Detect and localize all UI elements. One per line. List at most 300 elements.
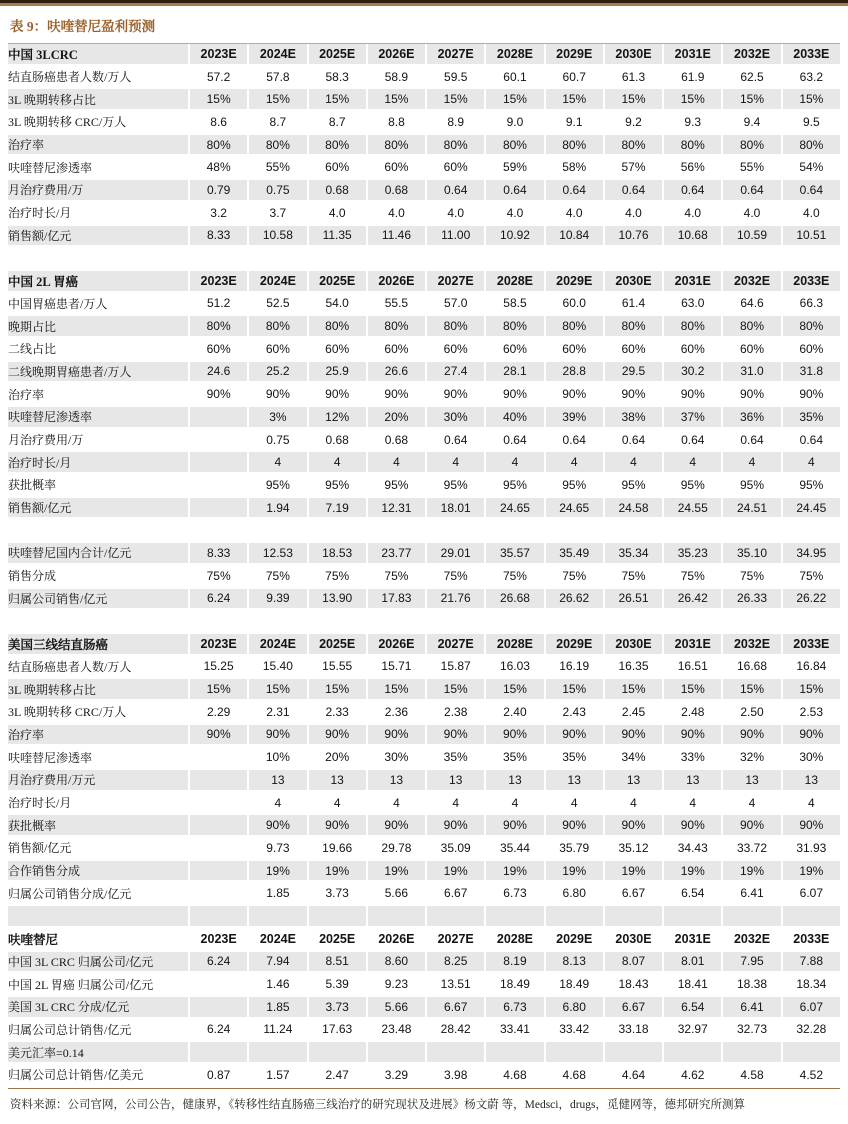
cell-value: 2.36 bbox=[366, 702, 425, 725]
cell-value: 8.7 bbox=[307, 112, 366, 135]
cell-value: 90% bbox=[307, 815, 366, 838]
cell-value: 0.64 bbox=[603, 180, 662, 203]
row-label: 结直肠癌患者人数/万人 bbox=[8, 657, 188, 680]
row-label: 二线晚期胃癌患者/万人 bbox=[8, 362, 188, 385]
cell-value: 5.66 bbox=[366, 883, 425, 906]
table-row bbox=[8, 997, 840, 1020]
cell-value: 90% bbox=[721, 384, 780, 407]
cell-value: 8.6 bbox=[188, 112, 247, 135]
row-label: 3L 晚期转移 CRC/万人 bbox=[8, 112, 188, 135]
cell-value: 13.90 bbox=[307, 589, 366, 612]
cell-value: 10.92 bbox=[484, 226, 543, 249]
year-column-header: 2024E bbox=[247, 634, 306, 657]
cell-value: 4 bbox=[247, 793, 306, 816]
cell-value: 4 bbox=[366, 452, 425, 475]
cell-value: 18.53 bbox=[307, 543, 366, 566]
cell-value bbox=[188, 1042, 247, 1065]
table-row bbox=[8, 339, 840, 362]
spacer-cell bbox=[544, 906, 603, 929]
cell-value: 20% bbox=[307, 747, 366, 770]
cell-value: 80% bbox=[307, 316, 366, 339]
cell-value: 4.58 bbox=[721, 1065, 780, 1088]
spacer-cell bbox=[8, 906, 188, 929]
cell-value: 16.84 bbox=[781, 657, 840, 680]
cell-value: 51.2 bbox=[188, 294, 247, 317]
cell-value: 90% bbox=[603, 725, 662, 748]
cell-value: 90% bbox=[603, 384, 662, 407]
cell-value: 55% bbox=[721, 157, 780, 180]
spacer-cell bbox=[781, 906, 840, 929]
cell-value: 19% bbox=[425, 861, 484, 884]
cell-value: 80% bbox=[366, 135, 425, 158]
cell-value: 35.09 bbox=[425, 838, 484, 861]
cell-value: 2.33 bbox=[307, 702, 366, 725]
cell-value: 9.3 bbox=[662, 112, 721, 135]
table-row bbox=[8, 430, 840, 453]
table-row bbox=[8, 793, 840, 816]
cell-value: 4 bbox=[603, 793, 662, 816]
year-column-header: 2027E bbox=[425, 634, 484, 657]
row-label: 呋喹替尼渗透率 bbox=[8, 157, 188, 180]
cell-value: 25.2 bbox=[247, 362, 306, 385]
row-label: 治疗时长/月 bbox=[8, 452, 188, 475]
cell-value bbox=[247, 1042, 306, 1065]
cell-value: 19% bbox=[721, 861, 780, 884]
cell-value: 6.24 bbox=[188, 589, 247, 612]
cell-value: 52.5 bbox=[247, 294, 306, 317]
cell-value: 13 bbox=[781, 770, 840, 793]
year-column-header: 2025E bbox=[307, 271, 366, 294]
table-row bbox=[8, 861, 840, 884]
cell-value: 4.0 bbox=[544, 203, 603, 226]
cell-value: 4.64 bbox=[603, 1065, 662, 1088]
cell-value: 6.80 bbox=[544, 883, 603, 906]
forecast-table-body bbox=[8, 44, 840, 1088]
cell-value: 90% bbox=[425, 815, 484, 838]
cell-value: 15% bbox=[484, 679, 543, 702]
cell-value bbox=[188, 475, 247, 498]
row-label: 获批概率 bbox=[8, 815, 188, 838]
spacer-row bbox=[8, 906, 840, 929]
cell-value: 35.12 bbox=[603, 838, 662, 861]
year-column-header: 2032E bbox=[721, 634, 780, 657]
cell-value: 90% bbox=[425, 384, 484, 407]
section-header-row bbox=[8, 271, 840, 294]
cell-value: 4 bbox=[544, 793, 603, 816]
year-column-header: 2029E bbox=[544, 929, 603, 952]
cell-value: 2.45 bbox=[603, 702, 662, 725]
table-row bbox=[8, 475, 840, 498]
spacer-cell bbox=[8, 248, 188, 271]
cell-value: 54% bbox=[781, 157, 840, 180]
year-column-header: 2030E bbox=[603, 271, 662, 294]
cell-value: 24.58 bbox=[603, 498, 662, 521]
cell-value: 15% bbox=[781, 89, 840, 112]
cell-value: 4 bbox=[544, 452, 603, 475]
spacer-cell bbox=[247, 906, 306, 929]
cell-value: 35.34 bbox=[603, 543, 662, 566]
year-column-header: 2030E bbox=[603, 634, 662, 657]
cell-value: 56% bbox=[662, 157, 721, 180]
table-row bbox=[8, 952, 840, 975]
cell-value: 19% bbox=[366, 861, 425, 884]
cell-value: 60% bbox=[366, 157, 425, 180]
table-row bbox=[8, 589, 840, 612]
row-label: 二线占比 bbox=[8, 339, 188, 362]
cell-value: 9.0 bbox=[484, 112, 543, 135]
cell-value: 15% bbox=[781, 679, 840, 702]
cell-value: 6.67 bbox=[425, 997, 484, 1020]
spacer-cell bbox=[307, 248, 366, 271]
cell-value: 18.34 bbox=[781, 974, 840, 997]
cell-value: 13 bbox=[721, 770, 780, 793]
cell-value: 10.51 bbox=[781, 226, 840, 249]
cell-value: 15% bbox=[544, 679, 603, 702]
year-column-header: 2026E bbox=[366, 44, 425, 67]
profit-forecast-table bbox=[8, 44, 840, 1088]
row-label: 月治疗费用/万 bbox=[8, 430, 188, 453]
cell-value: 0.64 bbox=[781, 180, 840, 203]
row-label: 美国 3L CRC 分成/亿元 bbox=[8, 997, 188, 1020]
cell-value: 24.6 bbox=[188, 362, 247, 385]
cell-value: 4.0 bbox=[484, 203, 543, 226]
cell-value: 0.64 bbox=[544, 430, 603, 453]
cell-value: 32.97 bbox=[662, 1020, 721, 1043]
cell-value: 37% bbox=[662, 407, 721, 430]
cell-value: 33.42 bbox=[544, 1020, 603, 1043]
year-column-header: 2027E bbox=[425, 929, 484, 952]
cell-value: 95% bbox=[247, 475, 306, 498]
table-row bbox=[8, 747, 840, 770]
cell-value: 23.77 bbox=[366, 543, 425, 566]
cell-value: 15% bbox=[662, 679, 721, 702]
table-row bbox=[8, 1020, 840, 1043]
row-label: 月治疗费用/万元 bbox=[8, 770, 188, 793]
spacer-cell bbox=[721, 248, 780, 271]
cell-value: 60.0 bbox=[544, 294, 603, 317]
cell-value: 19.66 bbox=[307, 838, 366, 861]
cell-value: 80% bbox=[781, 316, 840, 339]
cell-value: 90% bbox=[662, 384, 721, 407]
spacer-cell bbox=[307, 520, 366, 543]
cell-value: 15% bbox=[484, 89, 543, 112]
cell-value: 61.9 bbox=[662, 67, 721, 90]
cell-value: 75% bbox=[425, 566, 484, 589]
cell-value: 15% bbox=[366, 89, 425, 112]
cell-value bbox=[425, 1042, 484, 1065]
cell-value: 15.40 bbox=[247, 657, 306, 680]
year-column-header: 2024E bbox=[247, 271, 306, 294]
cell-value: 58.3 bbox=[307, 67, 366, 90]
cell-value: 4 bbox=[603, 452, 662, 475]
cell-value: 35.10 bbox=[721, 543, 780, 566]
cell-value: 4 bbox=[366, 793, 425, 816]
cell-value: 15% bbox=[188, 89, 247, 112]
row-label: 销售额/亿元 bbox=[8, 226, 188, 249]
section-header-row bbox=[8, 44, 840, 67]
cell-value: 4 bbox=[247, 452, 306, 475]
cell-value: 0.68 bbox=[307, 180, 366, 203]
row-label: 3L 晚期转移占比 bbox=[8, 89, 188, 112]
year-column-header: 2028E bbox=[484, 44, 543, 67]
spacer-cell bbox=[188, 906, 247, 929]
cell-value: 28.1 bbox=[484, 362, 543, 385]
cell-value: 0.64 bbox=[662, 430, 721, 453]
cell-value bbox=[188, 407, 247, 430]
cell-value: 13.51 bbox=[425, 974, 484, 997]
table-row bbox=[8, 384, 840, 407]
cell-value: 80% bbox=[425, 135, 484, 158]
cell-value: 80% bbox=[484, 135, 543, 158]
cell-value: 26.42 bbox=[662, 589, 721, 612]
cell-value: 32% bbox=[721, 747, 780, 770]
cell-value: 90% bbox=[307, 725, 366, 748]
table-row bbox=[8, 883, 840, 906]
cell-value: 33.18 bbox=[603, 1020, 662, 1043]
spacer-cell bbox=[366, 611, 425, 634]
row-label: 销售额/亿元 bbox=[8, 498, 188, 521]
cell-value: 29.01 bbox=[425, 543, 484, 566]
cell-value: 6.73 bbox=[484, 997, 543, 1020]
spacer-cell bbox=[781, 520, 840, 543]
cell-value: 90% bbox=[247, 725, 306, 748]
cell-value: 19% bbox=[307, 861, 366, 884]
cell-value: 75% bbox=[662, 566, 721, 589]
cell-value: 75% bbox=[366, 566, 425, 589]
spacer-cell bbox=[662, 520, 721, 543]
cell-value: 15% bbox=[425, 679, 484, 702]
cell-value bbox=[188, 747, 247, 770]
cell-value: 54.0 bbox=[307, 294, 366, 317]
cell-value: 75% bbox=[544, 566, 603, 589]
cell-value: 15% bbox=[366, 679, 425, 702]
cell-value: 90% bbox=[188, 384, 247, 407]
cell-value: 4.0 bbox=[662, 203, 721, 226]
year-column-header: 2031E bbox=[662, 929, 721, 952]
row-label: 归属公司总计销售/亿美元 bbox=[8, 1065, 188, 1088]
cell-value bbox=[781, 1042, 840, 1065]
cell-value: 75% bbox=[484, 566, 543, 589]
cell-value: 30% bbox=[425, 407, 484, 430]
cell-value: 59% bbox=[484, 157, 543, 180]
spacer-cell bbox=[484, 906, 543, 929]
year-column-header: 2030E bbox=[603, 929, 662, 952]
cell-value: 36% bbox=[721, 407, 780, 430]
spacer-cell bbox=[544, 248, 603, 271]
cell-value: 6.67 bbox=[603, 883, 662, 906]
cell-value: 90% bbox=[721, 815, 780, 838]
cell-value: 7.88 bbox=[781, 952, 840, 975]
table-title: 表 9：呋喹替尼盈利预测 bbox=[10, 19, 156, 34]
cell-value: 34.43 bbox=[662, 838, 721, 861]
cell-value: 9.4 bbox=[721, 112, 780, 135]
cell-value: 80% bbox=[247, 135, 306, 158]
year-column-header: 2033E bbox=[781, 929, 840, 952]
cell-value: 38% bbox=[603, 407, 662, 430]
cell-value: 18.41 bbox=[662, 974, 721, 997]
section-title: 呋喹替尼 bbox=[8, 929, 188, 952]
table-row bbox=[8, 452, 840, 475]
cell-value: 60% bbox=[425, 157, 484, 180]
cell-value: 9.5 bbox=[781, 112, 840, 135]
cell-value bbox=[188, 883, 247, 906]
cell-value: 26.22 bbox=[781, 589, 840, 612]
year-column-header: 2033E bbox=[781, 271, 840, 294]
cell-value: 80% bbox=[544, 316, 603, 339]
table-row bbox=[8, 498, 840, 521]
cell-value: 95% bbox=[544, 475, 603, 498]
table-row bbox=[8, 543, 840, 566]
cell-value: 75% bbox=[721, 566, 780, 589]
spacer-cell bbox=[662, 248, 721, 271]
spacer-cell bbox=[721, 906, 780, 929]
year-column-header: 2028E bbox=[484, 929, 543, 952]
cell-value: 0.75 bbox=[247, 430, 306, 453]
cell-value: 26.33 bbox=[721, 589, 780, 612]
cell-value: 6.24 bbox=[188, 1020, 247, 1043]
cell-value: 60% bbox=[781, 339, 840, 362]
cell-value: 33.72 bbox=[721, 838, 780, 861]
cell-value: 90% bbox=[662, 815, 721, 838]
cell-value: 35.44 bbox=[484, 838, 543, 861]
cell-value: 80% bbox=[721, 135, 780, 158]
cell-value: 11.00 bbox=[425, 226, 484, 249]
row-label: 治疗时长/月 bbox=[8, 203, 188, 226]
cell-value: 0.64 bbox=[544, 180, 603, 203]
cell-value: 64.6 bbox=[721, 294, 780, 317]
cell-value: 2.53 bbox=[781, 702, 840, 725]
row-label: 呋喹替尼渗透率 bbox=[8, 407, 188, 430]
cell-value: 12.31 bbox=[366, 498, 425, 521]
table-row bbox=[8, 702, 840, 725]
cell-value: 13 bbox=[425, 770, 484, 793]
spacer-row bbox=[8, 611, 840, 634]
cell-value: 95% bbox=[781, 475, 840, 498]
table-row bbox=[8, 135, 840, 158]
cell-value: 9.1 bbox=[544, 112, 603, 135]
cell-value: 26.68 bbox=[484, 589, 543, 612]
cell-value: 17.63 bbox=[307, 1020, 366, 1043]
cell-value bbox=[188, 498, 247, 521]
cell-value bbox=[188, 430, 247, 453]
cell-value: 75% bbox=[781, 566, 840, 589]
cell-value: 6.54 bbox=[662, 883, 721, 906]
cell-value bbox=[603, 1042, 662, 1065]
cell-value: 7.95 bbox=[721, 952, 780, 975]
section-title: 中国 3LCRC bbox=[8, 44, 188, 67]
row-label: 归属公司销售分成/亿元 bbox=[8, 883, 188, 906]
cell-value: 3.2 bbox=[188, 203, 247, 226]
cell-value: 0.64 bbox=[721, 180, 780, 203]
cell-value: 80% bbox=[544, 135, 603, 158]
cell-value: 90% bbox=[484, 815, 543, 838]
cell-value: 95% bbox=[603, 475, 662, 498]
cell-value: 0.64 bbox=[603, 430, 662, 453]
year-column-header: 2024E bbox=[247, 929, 306, 952]
cell-value: 0.68 bbox=[366, 180, 425, 203]
cell-value: 8.33 bbox=[188, 226, 247, 249]
cell-value: 19% bbox=[603, 861, 662, 884]
cell-value: 4 bbox=[781, 793, 840, 816]
year-column-header: 2025E bbox=[307, 929, 366, 952]
cell-value: 8.19 bbox=[484, 952, 543, 975]
table-row bbox=[8, 657, 840, 680]
year-column-header: 2032E bbox=[721, 271, 780, 294]
cell-value: 6.07 bbox=[781, 997, 840, 1020]
spacer-cell bbox=[247, 611, 306, 634]
cell-value bbox=[188, 838, 247, 861]
cell-value: 4.0 bbox=[425, 203, 484, 226]
year-column-header: 2027E bbox=[425, 44, 484, 67]
cell-value: 9.23 bbox=[366, 974, 425, 997]
cell-value bbox=[188, 770, 247, 793]
cell-value: 6.54 bbox=[662, 997, 721, 1020]
cell-value: 80% bbox=[781, 135, 840, 158]
row-label: 归属公司销售/亿元 bbox=[8, 589, 188, 612]
spacer-cell bbox=[8, 520, 188, 543]
year-column-header: 2029E bbox=[544, 44, 603, 67]
year-column-header: 2028E bbox=[484, 271, 543, 294]
cell-value: 6.07 bbox=[781, 883, 840, 906]
spacer-cell bbox=[603, 248, 662, 271]
row-label: 晚期占比 bbox=[8, 316, 188, 339]
year-column-header: 2032E bbox=[721, 44, 780, 67]
cell-value: 8.60 bbox=[366, 952, 425, 975]
table-row bbox=[8, 770, 840, 793]
year-column-header: 2025E bbox=[307, 634, 366, 657]
table-row bbox=[8, 815, 840, 838]
cell-value: 24.51 bbox=[721, 498, 780, 521]
table-row bbox=[8, 112, 840, 135]
cell-value: 60% bbox=[247, 339, 306, 362]
row-label: 3L 晚期转移 CRC/万人 bbox=[8, 702, 188, 725]
cell-value: 33% bbox=[662, 747, 721, 770]
cell-value: 10.68 bbox=[662, 226, 721, 249]
cell-value: 62.5 bbox=[721, 67, 780, 90]
cell-value: 16.19 bbox=[544, 657, 603, 680]
year-column-header: 2023E bbox=[188, 929, 247, 952]
table-row bbox=[8, 407, 840, 430]
cell-value: 10.59 bbox=[721, 226, 780, 249]
cell-value: 8.25 bbox=[425, 952, 484, 975]
cell-value: 63.0 bbox=[662, 294, 721, 317]
cell-value bbox=[544, 1042, 603, 1065]
cell-value: 80% bbox=[307, 135, 366, 158]
cell-value: 4 bbox=[662, 793, 721, 816]
cell-value: 15% bbox=[603, 89, 662, 112]
cell-value: 19% bbox=[484, 861, 543, 884]
cell-value: 8.8 bbox=[366, 112, 425, 135]
cell-value: 13 bbox=[307, 770, 366, 793]
cell-value: 2.43 bbox=[544, 702, 603, 725]
row-label: 3L 晚期转移占比 bbox=[8, 679, 188, 702]
cell-value: 2.48 bbox=[662, 702, 721, 725]
cell-value: 90% bbox=[425, 725, 484, 748]
cell-value: 8.13 bbox=[544, 952, 603, 975]
row-label: 美元汇率=0.14 bbox=[8, 1042, 188, 1065]
row-label: 月治疗费用/万 bbox=[8, 180, 188, 203]
spacer-cell bbox=[188, 248, 247, 271]
row-label: 中国 2L 胃癌 归属公司/亿元 bbox=[8, 974, 188, 997]
cell-value: 19% bbox=[247, 861, 306, 884]
cell-value: 90% bbox=[188, 725, 247, 748]
cell-value: 8.07 bbox=[603, 952, 662, 975]
spacer-cell bbox=[307, 906, 366, 929]
cell-value: 2.38 bbox=[425, 702, 484, 725]
cell-value: 4.0 bbox=[781, 203, 840, 226]
cell-value: 28.8 bbox=[544, 362, 603, 385]
cell-value: 4.0 bbox=[721, 203, 780, 226]
